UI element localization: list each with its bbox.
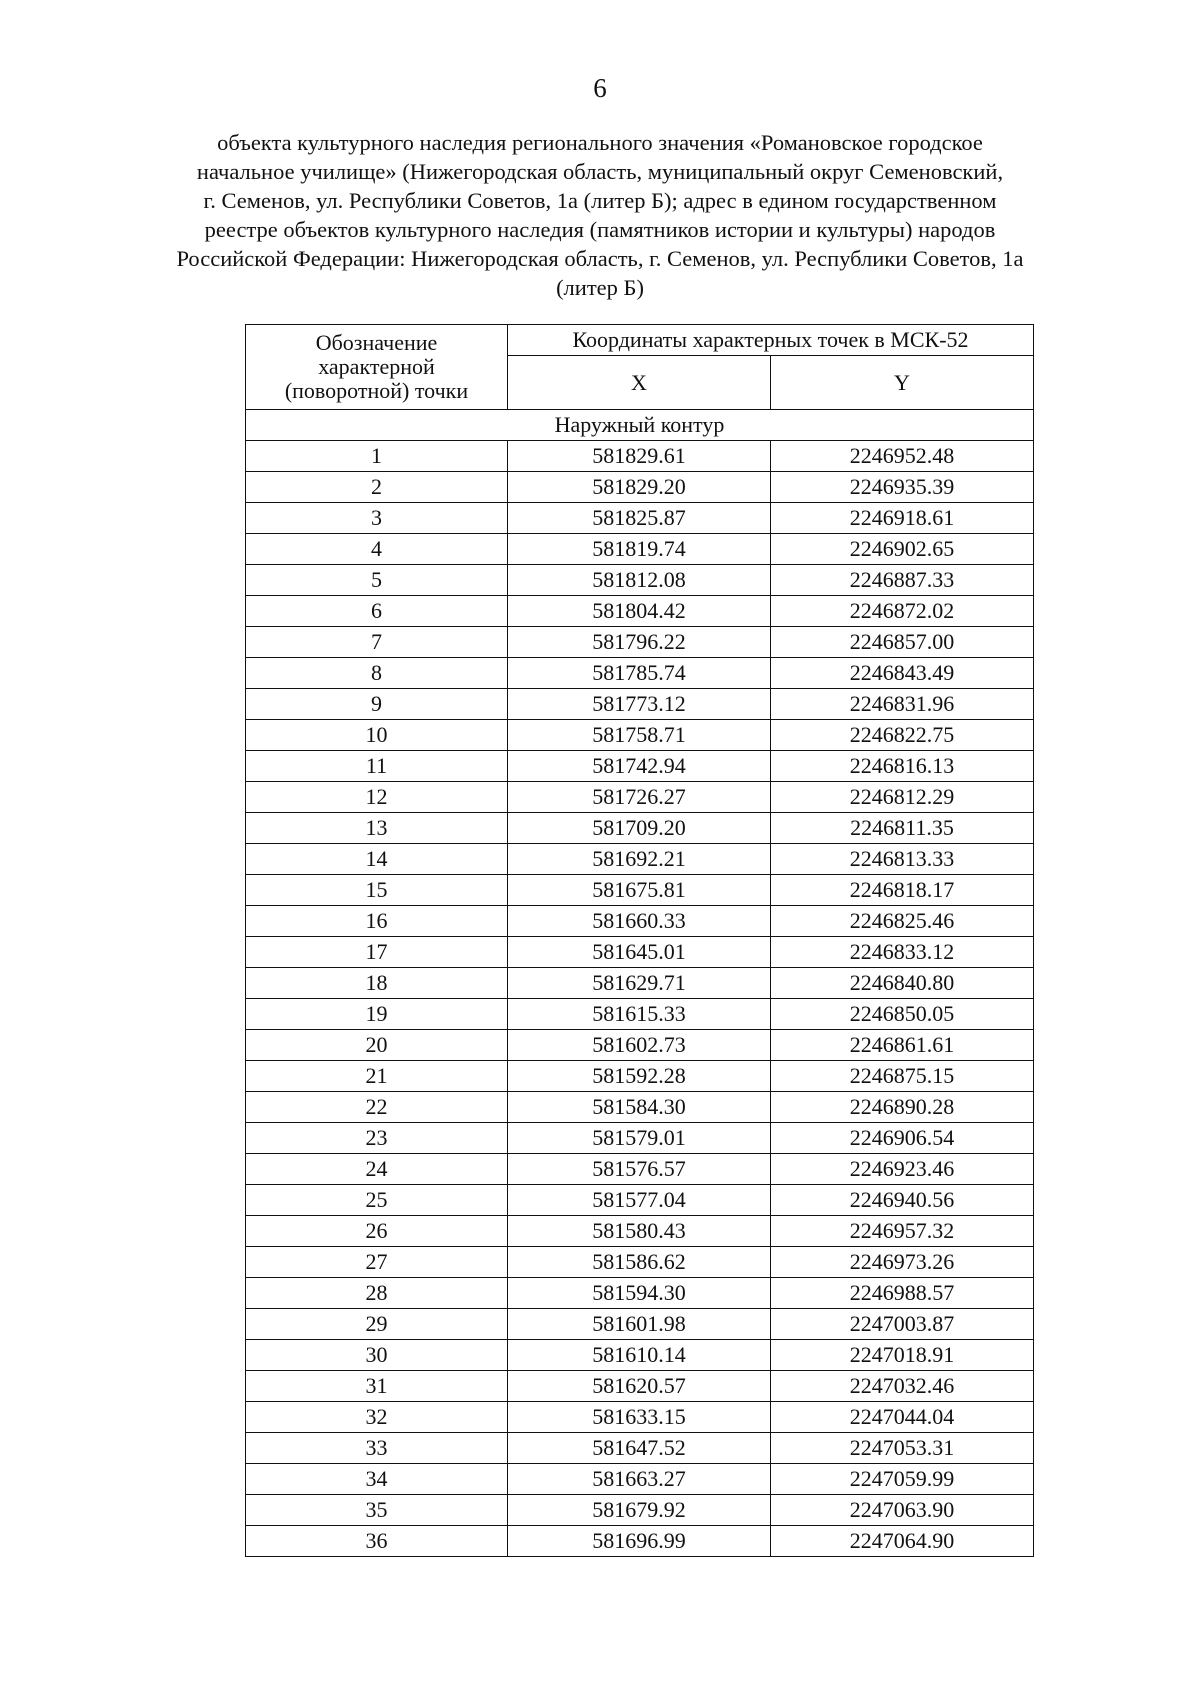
x-coordinate-cell: 581829.61	[508, 441, 771, 472]
y-coordinate-cell: 2247032.46	[771, 1371, 1034, 1402]
page-number: 6	[593, 73, 607, 103]
x-coordinate-cell: 581819.74	[508, 534, 771, 565]
y-coordinate-cell: 2246831.96	[771, 689, 1034, 720]
x-coordinate-cell: 581601.98	[508, 1309, 771, 1340]
x-coordinate-cell: 581610.14	[508, 1340, 771, 1371]
y-coordinate-cell: 2246988.57	[771, 1278, 1034, 1309]
y-coordinate-cell: 2246816.13	[771, 751, 1034, 782]
table-row	[246, 441, 1034, 472]
y-coordinate-cell: 2247064.90	[771, 1526, 1034, 1557]
x-coordinate-cell: 581726.27	[508, 782, 771, 813]
point-number-cell: 24	[246, 1154, 508, 1185]
table-row	[246, 813, 1034, 844]
point-number-cell: 18	[246, 968, 508, 999]
y-coordinate-cell: 2246890.28	[771, 1092, 1034, 1123]
table-body	[246, 410, 1034, 1557]
point-number-cell: 27	[246, 1247, 508, 1278]
table-row	[246, 720, 1034, 751]
point-number-cell: 17	[246, 937, 508, 968]
point-number-cell: 7	[246, 627, 508, 658]
table-row	[246, 596, 1034, 627]
y-coordinate-cell: 2246923.46	[771, 1154, 1034, 1185]
header-point-line: (поворотной) точки	[284, 378, 469, 403]
point-number-cell: 29	[246, 1309, 508, 1340]
header-x: X	[508, 356, 771, 410]
x-coordinate-cell: 581594.30	[508, 1278, 771, 1309]
x-coordinate-cell: 581584.30	[508, 1092, 771, 1123]
x-coordinate-cell: 581825.87	[508, 503, 771, 534]
y-coordinate-cell: 2247044.04	[771, 1402, 1034, 1433]
section-row	[246, 410, 1034, 441]
x-coordinate-cell: 581647.52	[508, 1433, 771, 1464]
x-coordinate-cell: 581633.15	[508, 1402, 771, 1433]
y-coordinate-cell: 2246833.12	[771, 937, 1034, 968]
y-coordinate-cell: 2247018.91	[771, 1340, 1034, 1371]
point-number-cell: 19	[246, 999, 508, 1030]
y-coordinate-cell: 2246940.56	[771, 1185, 1034, 1216]
x-coordinate-cell: 581773.12	[508, 689, 771, 720]
y-coordinate-cell: 2246875.15	[771, 1061, 1034, 1092]
point-number-cell: 15	[246, 875, 508, 906]
point-number-cell: 21	[246, 1061, 508, 1092]
table-row	[246, 1433, 1034, 1464]
point-number-cell: 4	[246, 534, 508, 565]
y-coordinate-cell: 2246813.33	[771, 844, 1034, 875]
x-coordinate-cell: 581602.73	[508, 1030, 771, 1061]
y-coordinate-cell: 2246843.49	[771, 658, 1034, 689]
document-intro	[150, 128, 1050, 302]
point-number-cell: 33	[246, 1433, 508, 1464]
table-row	[246, 968, 1034, 999]
x-coordinate-cell: 581742.94	[508, 751, 771, 782]
table-row	[246, 875, 1034, 906]
table-row	[246, 1123, 1034, 1154]
point-number-cell: 34	[246, 1464, 508, 1495]
intro-line: реестре объектов культурного наследия (памятников истории и культуры) народов	[204, 217, 996, 242]
x-coordinate-cell: 581620.57	[508, 1371, 771, 1402]
y-coordinate-cell: 2246973.26	[771, 1247, 1034, 1278]
point-number-cell: 13	[246, 813, 508, 844]
y-coordinate-cell: 2246872.02	[771, 596, 1034, 627]
table-row	[246, 503, 1034, 534]
x-coordinate-cell: 581586.62	[508, 1247, 771, 1278]
table-row	[246, 1185, 1034, 1216]
x-coordinate-cell: 581577.04	[508, 1185, 771, 1216]
header-y: Y	[771, 356, 1034, 410]
point-number-cell: 11	[246, 751, 508, 782]
y-coordinate-cell: 2247059.99	[771, 1464, 1034, 1495]
y-coordinate-cell: 2246825.46	[771, 906, 1034, 937]
point-number-cell: 20	[246, 1030, 508, 1061]
y-coordinate-cell: 2246822.75	[771, 720, 1034, 751]
x-coordinate-cell: 581692.21	[508, 844, 771, 875]
section-title: Наружный контур	[246, 410, 1034, 441]
table-row	[246, 1526, 1034, 1557]
table-row	[246, 1216, 1034, 1247]
x-coordinate-cell: 581645.01	[508, 937, 771, 968]
table-row	[246, 472, 1034, 503]
x-coordinate-cell: 581758.71	[508, 720, 771, 751]
y-coordinate-cell: 2246887.33	[771, 565, 1034, 596]
table-row	[246, 1495, 1034, 1526]
intro-line: г. Семенов, ул. Республики Советов, 1а (литер Б); адрес в едином государственном	[203, 188, 997, 213]
table-row	[246, 1154, 1034, 1185]
point-number-cell: 26	[246, 1216, 508, 1247]
table-row	[246, 1309, 1034, 1340]
y-coordinate-cell: 2246906.54	[771, 1123, 1034, 1154]
x-coordinate-cell: 581675.81	[508, 875, 771, 906]
table-row	[246, 937, 1034, 968]
table-row	[246, 658, 1034, 689]
point-number-cell: 6	[246, 596, 508, 627]
table-row	[246, 844, 1034, 875]
y-coordinate-cell: 2246850.05	[771, 999, 1034, 1030]
point-number-cell: 14	[246, 844, 508, 875]
header-point-designation	[246, 325, 508, 410]
x-coordinate-cell: 581804.42	[508, 596, 771, 627]
point-number-cell: 36	[246, 1526, 508, 1557]
x-coordinate-cell: 581579.01	[508, 1123, 771, 1154]
y-coordinate-cell: 2246811.35	[771, 813, 1034, 844]
y-coordinate-cell: 2246818.17	[771, 875, 1034, 906]
table-row	[246, 1402, 1034, 1433]
x-coordinate-cell: 581580.43	[508, 1216, 771, 1247]
y-coordinate-cell: 2246812.29	[771, 782, 1034, 813]
x-coordinate-cell: 581796.22	[508, 627, 771, 658]
table-row	[246, 999, 1034, 1030]
y-coordinate-cell: 2246952.48	[771, 441, 1034, 472]
y-coordinate-cell: 2246840.80	[771, 968, 1034, 999]
point-number-cell: 5	[246, 565, 508, 596]
y-coordinate-cell: 2247003.87	[771, 1309, 1034, 1340]
point-number-cell: 16	[246, 906, 508, 937]
x-coordinate-cell: 581660.33	[508, 906, 771, 937]
x-coordinate-cell: 581615.33	[508, 999, 771, 1030]
y-coordinate-cell: 2246957.32	[771, 1216, 1034, 1247]
point-number-cell: 10	[246, 720, 508, 751]
x-coordinate-cell: 581576.57	[508, 1154, 771, 1185]
x-coordinate-cell: 581696.99	[508, 1526, 771, 1557]
header-point-line: характерной	[318, 354, 435, 379]
x-coordinate-cell: 581829.20	[508, 472, 771, 503]
intro-line: (литер Б)	[556, 275, 644, 300]
x-coordinate-cell: 581812.08	[508, 565, 771, 596]
x-coordinate-cell: 581785.74	[508, 658, 771, 689]
x-coordinate-cell: 581629.71	[508, 968, 771, 999]
point-number-cell: 3	[246, 503, 508, 534]
table-row	[246, 1371, 1034, 1402]
table-row	[246, 534, 1034, 565]
x-coordinate-cell: 581663.27	[508, 1464, 771, 1495]
y-coordinate-cell: 2247053.31	[771, 1433, 1034, 1464]
table-row	[246, 1061, 1034, 1092]
table-row	[246, 751, 1034, 782]
header-point-line: Обозначение	[315, 330, 438, 355]
table-row	[246, 689, 1034, 720]
table-row	[246, 782, 1034, 813]
point-number-cell: 8	[246, 658, 508, 689]
x-coordinate-cell: 581592.28	[508, 1061, 771, 1092]
table-row	[246, 1092, 1034, 1123]
intro-line: объекта культурного наследия регионального значения «Романовское городское	[217, 130, 983, 155]
point-number-cell: 23	[246, 1123, 508, 1154]
point-number-cell: 2	[246, 472, 508, 503]
x-coordinate-cell: 581709.20	[508, 813, 771, 844]
point-number-cell: 31	[246, 1371, 508, 1402]
y-coordinate-cell: 2247063.90	[771, 1495, 1034, 1526]
table-row	[246, 1464, 1034, 1495]
coordinates-table	[245, 324, 1034, 1557]
table-row	[246, 565, 1034, 596]
point-number-cell: 32	[246, 1402, 508, 1433]
y-coordinate-cell: 2246935.39	[771, 472, 1034, 503]
point-number-cell: 12	[246, 782, 508, 813]
table-row	[246, 1030, 1034, 1061]
intro-line: начальное училище» (Нижегородская область, муниципальный округ Семеновский,	[196, 159, 1004, 184]
header-coordinates: Координаты характерных точек в МСК-52	[508, 325, 1034, 356]
intro-line: Российской Федерации: Нижегородская область, г. Семенов, ул. Республики Советов, 1а	[176, 246, 1024, 271]
point-number-cell: 25	[246, 1185, 508, 1216]
point-number-cell: 9	[246, 689, 508, 720]
table-row	[246, 906, 1034, 937]
y-coordinate-cell: 2246861.61	[771, 1030, 1034, 1061]
point-number-cell: 1	[246, 441, 508, 472]
y-coordinate-cell: 2246857.00	[771, 627, 1034, 658]
y-coordinate-cell: 2246902.65	[771, 534, 1034, 565]
point-number-cell: 28	[246, 1278, 508, 1309]
table-row	[246, 1247, 1034, 1278]
table-row	[246, 1340, 1034, 1371]
point-number-cell: 30	[246, 1340, 508, 1371]
x-coordinate-cell: 581679.92	[508, 1495, 771, 1526]
point-number-cell: 22	[246, 1092, 508, 1123]
point-number-cell: 35	[246, 1495, 508, 1526]
y-coordinate-cell: 2246918.61	[771, 503, 1034, 534]
table-row	[246, 627, 1034, 658]
table-row	[246, 1278, 1034, 1309]
